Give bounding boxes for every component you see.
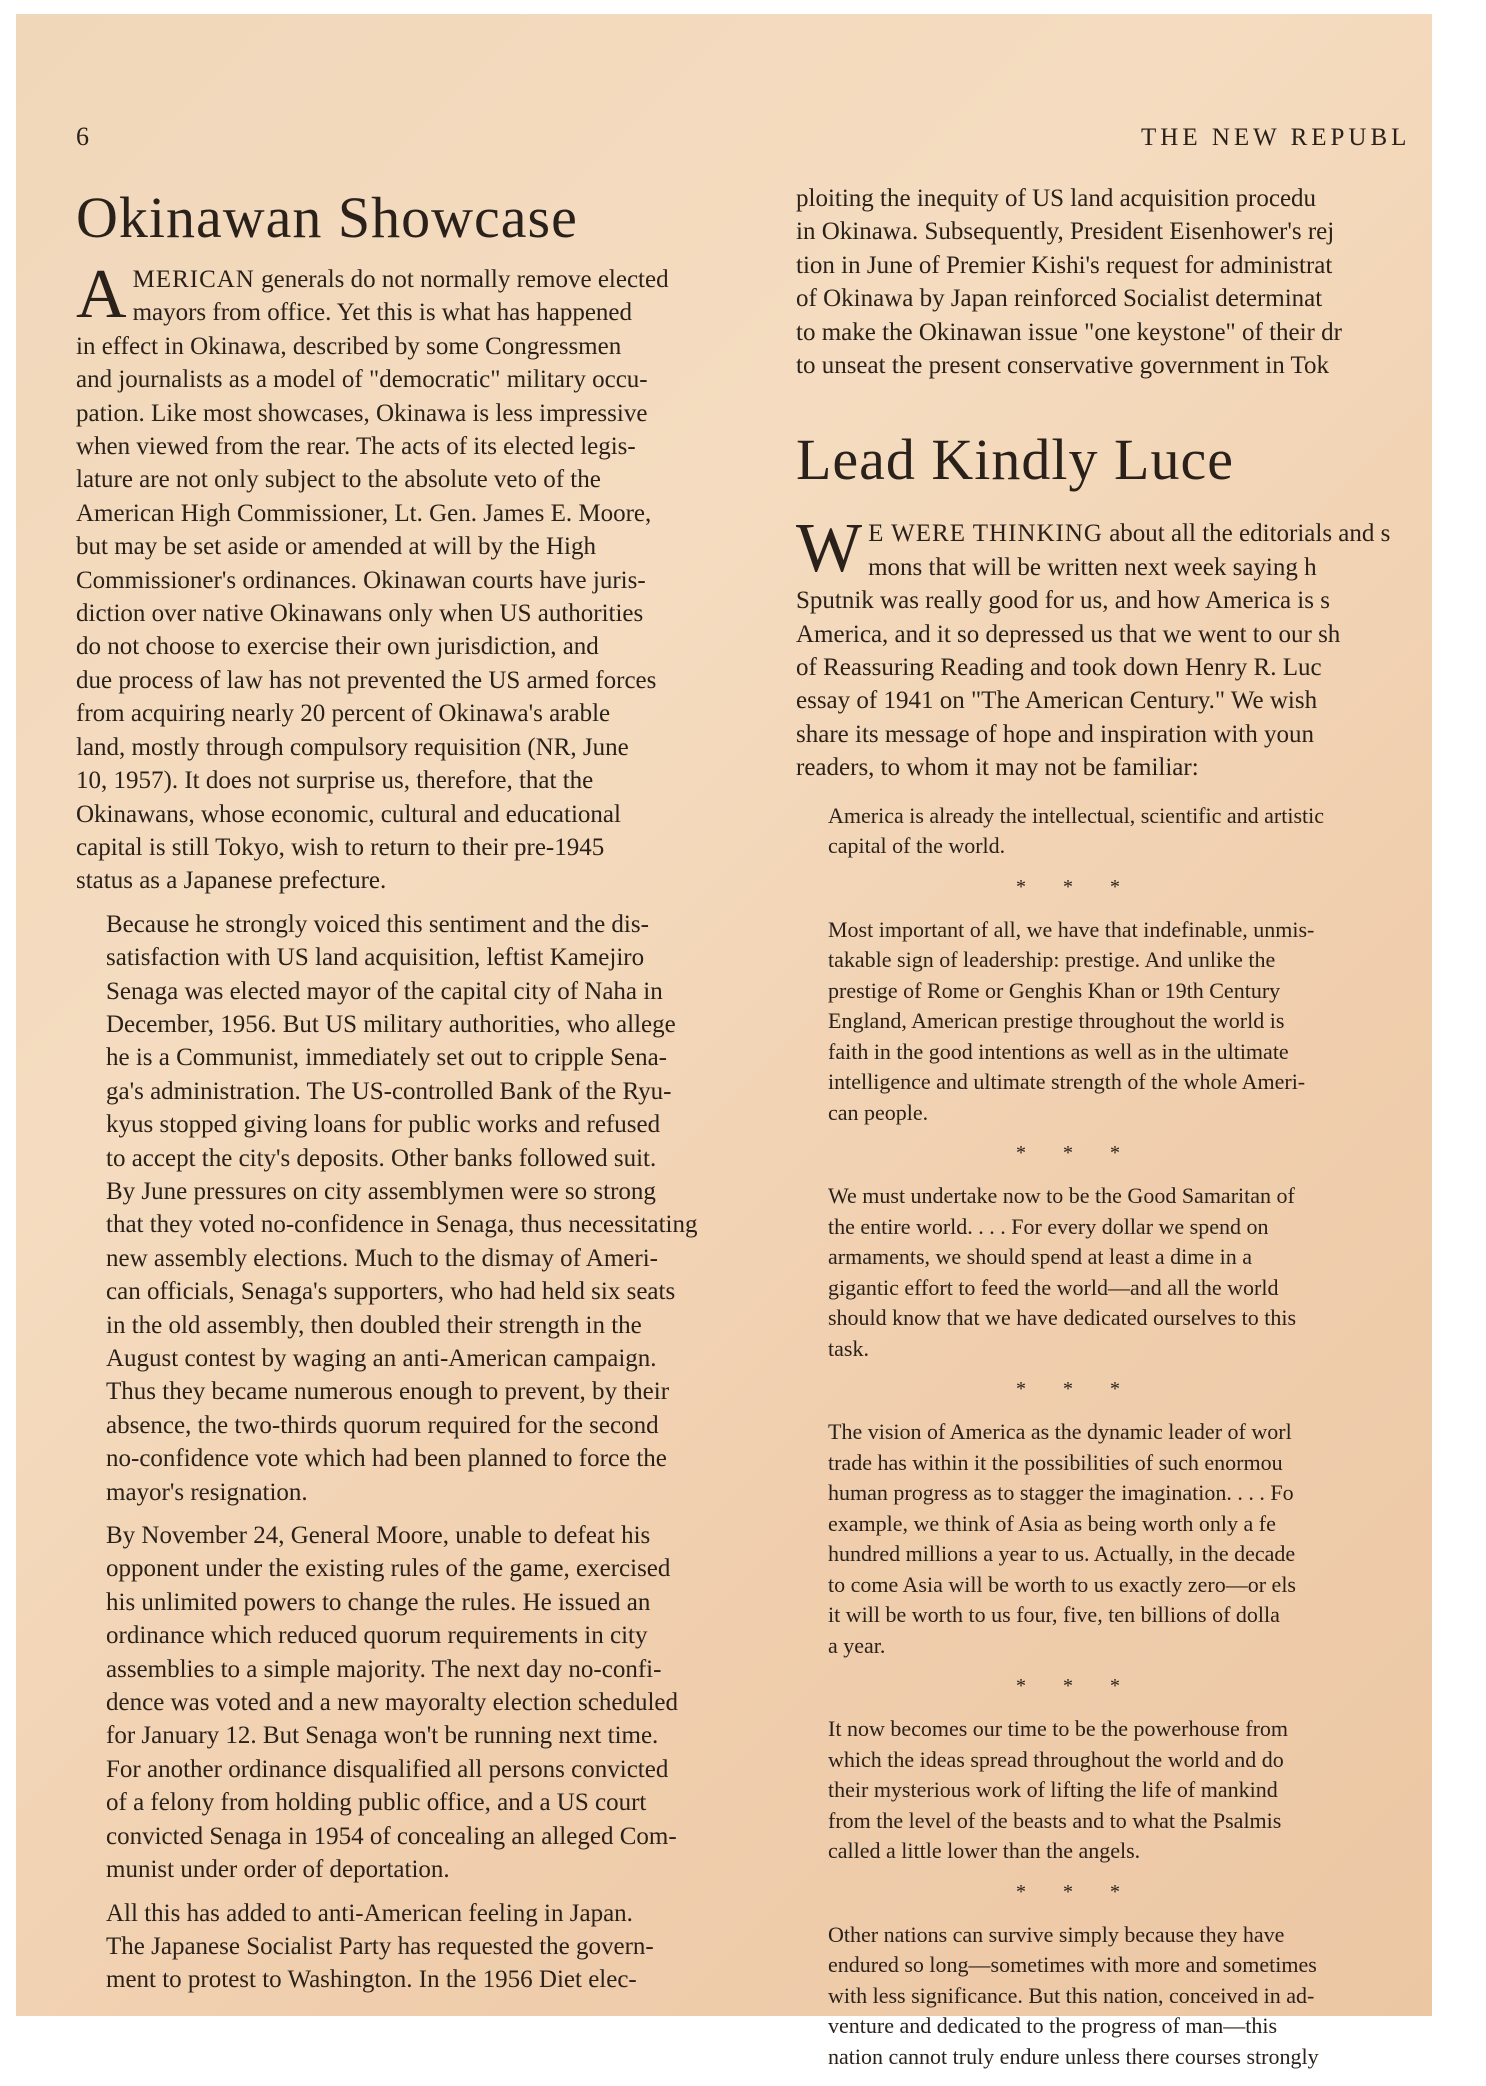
text-fragment: generals do not normally remove elected bbox=[254, 266, 669, 293]
text-line: kyus stopped giving loans for public works and refused bbox=[106, 1111, 661, 1139]
text-line: takable sign of leadership: prestige. And unlike the bbox=[828, 947, 1276, 973]
text-line: when viewed from the rear. The acts of its elected legis- bbox=[76, 433, 636, 461]
text-line: share its message of hope and inspiration with youn bbox=[796, 720, 1314, 748]
text-line: land, mostly through compulsory requisition (NR, June bbox=[76, 733, 629, 761]
text-line: in Okinawa. Subsequently, President Eisenhower's rej bbox=[796, 218, 1335, 246]
text-line: do not choose to exercise their own jurisdiction, and bbox=[76, 633, 599, 661]
text-line: mayor's resignation. bbox=[106, 1478, 308, 1506]
text-line: America is already the intellectual, scientific and artistic bbox=[828, 802, 1325, 828]
page-number: 6 bbox=[76, 122, 89, 151]
paragraph bbox=[76, 256, 772, 898]
quote-block bbox=[828, 915, 1486, 1129]
text-line: Thus they became numerous enough to prevent, by their bbox=[106, 1378, 670, 1406]
text-line: readers, to whom it may not be familiar: bbox=[796, 754, 1199, 782]
text-line: a year. bbox=[828, 1632, 886, 1658]
text-line: For another ordinance disqualified all persons convicted bbox=[106, 1755, 669, 1783]
text-line bbox=[796, 517, 1486, 550]
text-line: munist under order of deportation. bbox=[106, 1856, 450, 1884]
text-line: By November 24, General Moore, unable to defeat his bbox=[106, 1522, 651, 1550]
article-headline: Okinawan Showcase bbox=[76, 185, 578, 250]
text-line: the entire world. . . . For every dollar we spend on bbox=[828, 1213, 1269, 1239]
text-line: lature are not only subject to the absolute veto of the bbox=[76, 466, 601, 494]
text-line: for January 12. But Senaga won't be running next time. bbox=[106, 1722, 659, 1750]
text-line: venture and dedicated to the progress of man—this bbox=[828, 2013, 1278, 2039]
paragraph bbox=[796, 182, 1486, 382]
text-line: and journalists as a model of "democratic" military occu- bbox=[76, 366, 648, 394]
text-line: December, 1956. But US military authorities, who allege bbox=[106, 1010, 676, 1038]
drop-cap: A bbox=[76, 256, 127, 333]
text-line: trade has within it the possibilities of such enormou bbox=[828, 1449, 1283, 1475]
paragraph bbox=[76, 1897, 772, 1997]
right-column bbox=[796, 182, 1486, 2086]
text-line: Most important of all, we have that indefinable, unmis- bbox=[828, 916, 1315, 942]
text-line: from acquiring nearly 20 percent of Okinawa's arable bbox=[76, 700, 611, 728]
drop-cap: W bbox=[796, 510, 863, 588]
text-line: absence, the two-thirds quorum required for the second bbox=[106, 1411, 659, 1439]
article-body bbox=[796, 510, 1486, 784]
text-line: 10, 1957). It does not surprise us, therefore, that the bbox=[76, 767, 594, 795]
text-line: August contest by waging an anti-American campaign. bbox=[106, 1345, 657, 1372]
running-head: THE NEW REPUBL bbox=[1141, 124, 1411, 151]
text-line: should know that we have dedicated ourselves to this bbox=[828, 1305, 1297, 1331]
text-line: with less significance. But this nation, conceived in ad- bbox=[828, 1982, 1315, 2008]
text-line: Okinawans, whose economic, cultural and educational bbox=[76, 800, 621, 828]
text-line: We must undertake now to be the Good Samaritan of bbox=[828, 1183, 1295, 1209]
text-line: England, American prestige throughout the world is bbox=[828, 1008, 1285, 1034]
quote-block bbox=[828, 1181, 1486, 1364]
text-line: human progress as to stagger the imagination. . . . Fo bbox=[828, 1480, 1294, 1506]
text-line: called a little lower than the angels. bbox=[828, 1838, 1141, 1864]
text-line: prestige of Rome or Genghis Khan or 19th Century bbox=[828, 977, 1281, 1003]
quote-block bbox=[828, 1920, 1486, 2073]
paragraph bbox=[76, 1519, 772, 1886]
article-continuation bbox=[796, 182, 1486, 382]
text-line: intelligence and ultimate strength of the whole Ameri- bbox=[828, 1069, 1306, 1095]
text-line: ga's administration. The US-controlled Bank of the Ryu- bbox=[106, 1077, 672, 1105]
text-line: ordinance which reduced quorum requirements in city bbox=[106, 1622, 648, 1650]
text-line: dence was voted and a new mayoralty election scheduled bbox=[106, 1689, 678, 1717]
text-line: to come Asia will be worth to us exactly zero—or els bbox=[828, 1571, 1296, 1597]
text-line: from the level of the beasts and to what the Psalmis bbox=[828, 1807, 1282, 1833]
text-line: Because he strongly voiced this sentiment and the dis- bbox=[106, 910, 649, 938]
text-line: By June pressures on city assemblymen were so strong bbox=[106, 1177, 656, 1205]
section-separator-stars: * * * bbox=[1016, 1142, 1136, 1165]
text-line: it will be worth to us four, five, ten billions of dolla bbox=[828, 1602, 1280, 1628]
text-line: new assembly elections. Much to the dismay of Ameri- bbox=[106, 1244, 658, 1272]
text-line: hundred millions a year to us. Actually, in the decade bbox=[828, 1541, 1296, 1567]
text-line: to accept the city's deposits. Other banks followed suit. bbox=[106, 1144, 657, 1172]
text-line: can people. bbox=[828, 1099, 929, 1125]
quote-block bbox=[828, 1714, 1486, 1867]
text-line: in effect in Okinawa, described by some Congressmen bbox=[76, 332, 622, 360]
text-line: he is a Communist, immediately set out to cripple Sena- bbox=[106, 1044, 668, 1072]
text-line: which the ideas spread throughout the world and do bbox=[828, 1746, 1284, 1772]
text-line bbox=[76, 263, 772, 296]
magazine-page bbox=[16, 14, 1432, 2069]
text-line: tion in June of Premier Kishi's request for administrat bbox=[796, 251, 1333, 279]
lead-in-smallcaps: MERICAN bbox=[132, 266, 255, 293]
text-line: opponent under the existing rules of the game, exercised bbox=[106, 1555, 671, 1583]
text-line: can officials, Senaga's supporters, who had held six seats bbox=[106, 1278, 676, 1306]
left-column bbox=[76, 184, 772, 1997]
text-line: diction over native Okinawans only when US authorities bbox=[76, 600, 644, 628]
text-line: example, we think of Asia as being worth only a fe bbox=[828, 1510, 1276, 1536]
text-line: capital is still Tokyo, wish to return to their pre-1945 bbox=[76, 833, 605, 861]
text-line: in the old assembly, then doubled their strength in the bbox=[106, 1311, 642, 1339]
text-line: to make the Okinawan issue "one keystone" of their dr bbox=[796, 318, 1342, 346]
section-separator-stars: * * * bbox=[1016, 875, 1136, 898]
text-line: essay of 1941 on "The American Century." We wish bbox=[796, 687, 1318, 715]
text-line: pation. Like most showcases, Okinawa is less impressive bbox=[76, 399, 648, 427]
quoted-excerpts bbox=[796, 801, 1486, 2073]
text-line: American High Commissioner, Lt. Gen. James E. Moore, bbox=[76, 499, 652, 527]
text-line: Sputnik was really good for us, and how America is s bbox=[796, 587, 1330, 615]
text-line: of Reassuring Reading and took down Henry R. Luc bbox=[796, 654, 1322, 682]
paragraph bbox=[796, 510, 1486, 784]
quote-block bbox=[828, 1417, 1486, 1661]
text-line: his unlimited powers to change the rules. He issued an bbox=[106, 1588, 651, 1616]
text-line: Senaga was elected mayor of the capital city of Naha in bbox=[106, 977, 663, 1005]
text-line: convicted Senaga in 1954 of concealing an alleged Com- bbox=[106, 1822, 677, 1850]
lead-in-smallcaps: E WERE THINKING bbox=[868, 520, 1103, 548]
text-line: armaments, we should spend at least a dime in a bbox=[828, 1244, 1252, 1270]
text-line: satisfaction with US land acquisition, leftist Kamejiro bbox=[106, 944, 645, 972]
article-body bbox=[76, 256, 772, 1997]
text-line: that they voted no-confidence in Senaga, thus necessitating bbox=[106, 1211, 698, 1239]
paragraph bbox=[76, 908, 772, 1509]
text-fragment: about all the editorials and s bbox=[1102, 520, 1391, 548]
text-line: The Japanese Socialist Party has requested the govern- bbox=[106, 1932, 654, 1960]
text-line: Other nations can survive simply because they have bbox=[828, 1921, 1285, 1947]
text-line: All this has added to anti-American feeling in Japan. bbox=[106, 1899, 633, 1927]
text-line: capital of the world. bbox=[828, 833, 1006, 859]
text-line: mons that will be written next week saying h bbox=[868, 553, 1317, 581]
text-line: to unseat the present conservative government in Tok bbox=[796, 352, 1330, 380]
section-separator-stars: * * * bbox=[1016, 1675, 1136, 1698]
text-line: status as a Japanese prefecture. bbox=[76, 867, 387, 895]
text-line: It now becomes our time to be the powerhouse from bbox=[828, 1716, 1289, 1742]
text-line: but may be set aside or amended at will by the High bbox=[76, 533, 597, 561]
text-line: of a felony from holding public office, and a US court bbox=[106, 1789, 647, 1817]
text-line: due process of law has not prevented the US armed forces bbox=[76, 666, 657, 694]
text-line: task. bbox=[828, 1335, 869, 1361]
text-line: ment to protest to Washington. In the 1956 Diet elec- bbox=[106, 1966, 637, 1994]
text-line: ploiting the inequity of US land acquisition procedu bbox=[796, 185, 1317, 212]
text-line: assemblies to a simple majority. The next day no-confi- bbox=[106, 1655, 662, 1683]
section-separator-stars: * * * bbox=[1016, 1378, 1136, 1401]
article-headline: Lead Kindly Luce bbox=[796, 427, 1234, 493]
text-line: of Okinawa by Japan reinforced Socialist determinat bbox=[796, 285, 1323, 313]
text-line: The vision of America as the dynamic leader of worl bbox=[828, 1419, 1292, 1445]
text-line: Commissioner's ordinances. Okinawan courts have juris- bbox=[76, 566, 646, 594]
text-line: mayors from office. Yet this is what has happened bbox=[132, 299, 633, 327]
text-line: no-confidence vote which had been planned to force the bbox=[106, 1445, 667, 1473]
text-line: faith in the good intentions as well as in the ultimate bbox=[828, 1038, 1289, 1064]
section-separator-stars: * * * bbox=[1016, 1880, 1136, 1903]
text-line: gigantic effort to feed the world—and all the world bbox=[828, 1274, 1279, 1300]
text-line: America, and it so depressed us that we went to our sh bbox=[796, 620, 1341, 648]
quote-block bbox=[828, 801, 1486, 862]
text-line: their mysterious work of lifting the life of mankind bbox=[828, 1777, 1278, 1803]
text-line: endured so long—sometimes with more and sometimes bbox=[828, 1952, 1317, 1978]
text-line: nation cannot truly endure unless there courses strongly bbox=[828, 2043, 1319, 2069]
